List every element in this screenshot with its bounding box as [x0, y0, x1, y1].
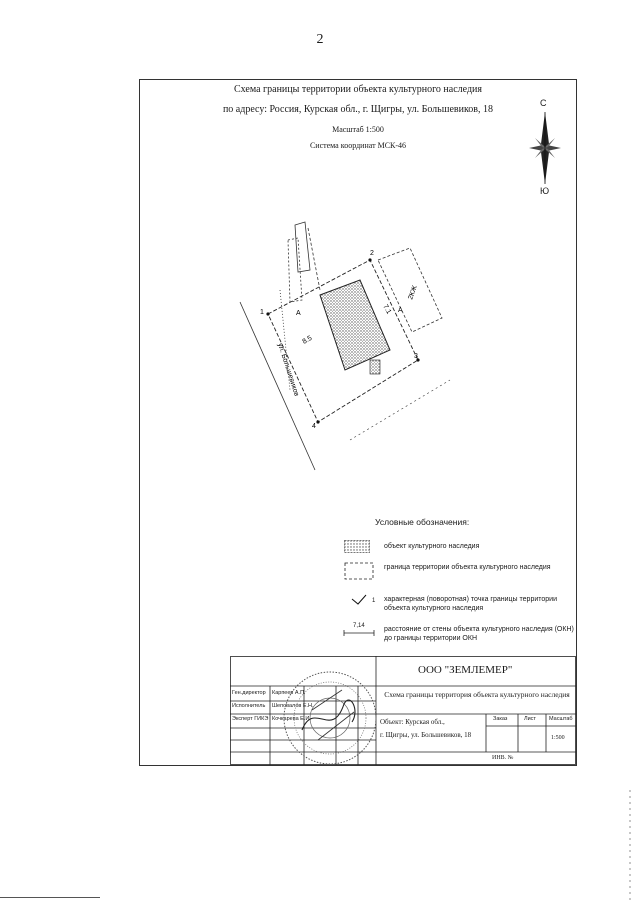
- dimension-left-label: 8.5: [301, 334, 314, 346]
- scale-value: 1:500: [551, 735, 565, 741]
- street-name-label: ул. Большевиков: [276, 342, 300, 398]
- heritage-annex: [370, 360, 380, 374]
- compass-south-label: Ю: [540, 186, 550, 196]
- point-1-label: 1: [260, 309, 264, 316]
- inventory-number: ИНВ. №: [492, 755, 514, 761]
- role-expert: Эксперт ГИКЭ: [232, 716, 269, 722]
- building-2kzh-label: 2КЖ: [407, 284, 419, 301]
- compass-north-label: С: [540, 98, 547, 108]
- legend-distance-value: 7,14: [353, 623, 365, 629]
- col-header-scale: Масштаб: [549, 716, 573, 722]
- name-expert: Кочкарева Е.И.: [272, 716, 311, 722]
- legend-hatch-symbol: [344, 540, 370, 553]
- page-bottom-rule: [0, 897, 100, 898]
- name-general-director: Карпеев А.П.: [272, 690, 306, 696]
- scan-margin-artifact: [626, 790, 634, 900]
- heritage-object-building: [320, 280, 393, 370]
- role-executor: Исполнитель: [232, 703, 266, 709]
- legend-item-turning-point: характерная (поворотная) точка границы территории объекта культурного наследия: [384, 596, 557, 612]
- dimension-right-label: 7.1: [381, 303, 393, 316]
- scheme-coord-system: Система координат МСК-46: [309, 141, 407, 150]
- legend-title: Условные обозначения:: [375, 517, 470, 527]
- col-header-sheet: Лист: [524, 716, 536, 722]
- col-header-order: Заказ: [493, 716, 508, 722]
- point-3-label: 3: [414, 353, 418, 360]
- zone-a-left-label: А: [296, 310, 301, 317]
- company-name: ООО "ЗЕМЛЕМЕР": [418, 664, 513, 676]
- name-executor: Шеповалов Е.Н.: [272, 703, 314, 709]
- legend-turning-point-number: 1: [372, 598, 376, 604]
- compass-rose: [523, 98, 567, 200]
- site-plan-map: [180, 210, 480, 475]
- scheme-address: по адресу: Россия, Курская обл., г. Щигры, ул. Большевиков, 18: [222, 104, 494, 115]
- role-general-director: Ген.директор: [232, 690, 266, 696]
- scheme-scale: Масштаб 1:500: [332, 125, 384, 134]
- point-4-label: 4: [312, 423, 316, 430]
- page-number: 2: [316, 32, 324, 47]
- legend-boundary-symbol: [344, 562, 374, 580]
- legend-distance-symbol: [343, 630, 375, 636]
- drawing-title: Схема границы территория объекта культурного наследия: [384, 690, 570, 699]
- object-address-line1: Объект: Курская обл.,: [380, 718, 445, 726]
- street-edge: [240, 302, 315, 470]
- point-2-label: 2: [370, 250, 374, 257]
- legend-item-boundary: граница территории объекта культурного наследия: [384, 564, 551, 571]
- zone-a-right-label: А: [398, 307, 403, 314]
- scheme-title: Схема границы территории объекта культурного наследия: [233, 84, 483, 95]
- street-edge-2: [350, 380, 450, 440]
- object-address-line2: г. Щигры, ул. Большевиков, 18: [380, 731, 472, 739]
- legend-turning-point-symbol: [350, 594, 372, 606]
- legend-item-heritage-object: объект культурного наследия: [384, 543, 480, 550]
- compass-arrow-icon: [525, 112, 565, 184]
- official-stamp-seal: [282, 670, 378, 766]
- legend-item-distance: расстояние от стены объекта культурного наследия (ОКН) до границы территории ОКН: [384, 626, 574, 642]
